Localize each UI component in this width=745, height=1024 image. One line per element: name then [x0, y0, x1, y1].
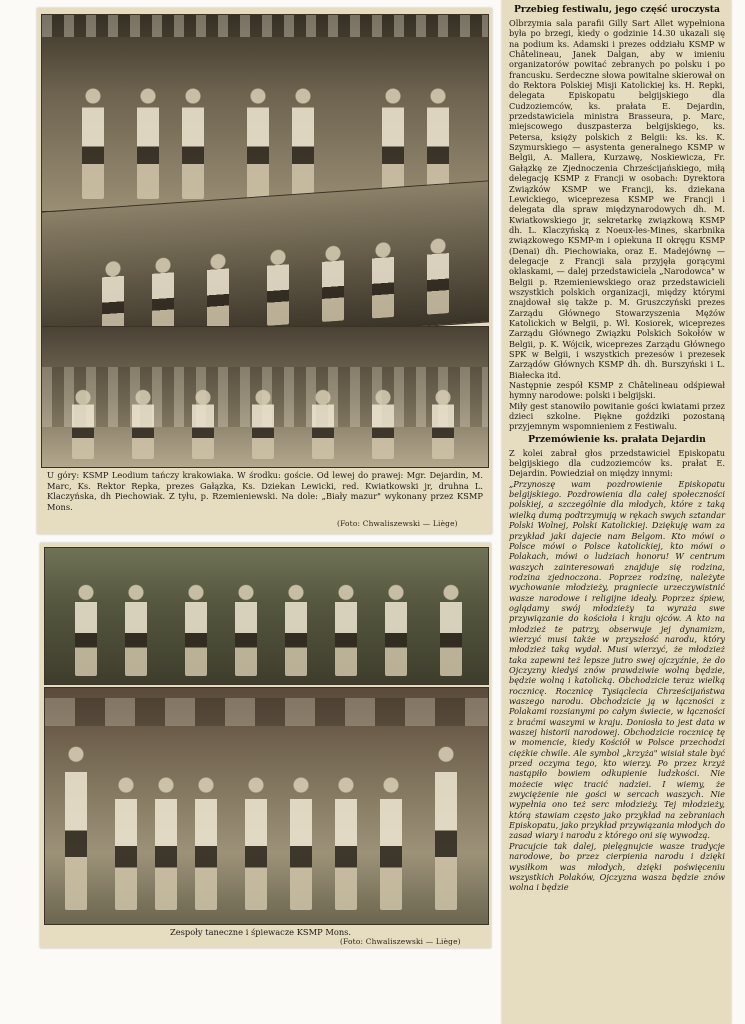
bottom-photos-credit: (Foto: Chwaliszewski — Liège): [340, 937, 461, 946]
photo-bialy-mazur: [41, 326, 489, 468]
upper-photo-clipping: [37, 8, 492, 534]
paragraph-closing: Pracujcie tak dalej, pielęgnujcie wasze tradycje narodowe, bo przez cierpienia narodu i dzięki wysiłkom was młodych, dzięki poświęceniu wszystkich Polaków, Ojczyzna wasza będzie znów wolna i będzie: [509, 840, 725, 893]
paragraph-opening: Olbrzymia sala parafii Gilly Sart Allet wypełniona była po brzegi, kiedy o godzinie 14.30 ukazali się na podium ks. Adamski i prezes oddziału KSMP w Châtelineau, Janek Dalgan, aby w imieniu organizatorów powitać zebranych po polsku i po francusku. Serdeczne słowa powitalne skierował on do Rektora Polskiej Misji Katolickiej ks. H. Repki, delegata Episkopatu belgijskiego dla Cudzoziemców, ks. prałata E. Dejardin, przedstawiciela ministra Brasseura, p. Marc, miejscowego duszpasterza belgijskiego, ks. Petersa, księży polskich z Belgii: ks. ks. K. Szymurskiego — asystenta generalnego KSMP w Belgii, A. Mallera, Kurzawę, Noskiewicza, Fr. Gałązkę ze Zjednoczenia Chrześcijańskiego, miłą delegację KSMP z Francji w osobach: Dyrektora Związków KSMP we Francji, ks. dziekana Lewickiego, wiceprezesa KSMP we Francji i delegata dla spraw międzynarodowych dh. M. Kwiatkowskiego jr, sekretarkę związkową KSMP dh. L. Klaczyńską z Noeux-les-Mines, skarbnika związkowego KSMP-m i opiekuna II okręgu KSMP (Denai) dh. Piechowiaka, oraz E. Madejównę — delegacje z Francji sala przyjęła gorącymi oklaskami, — dalej przedstawiciela „Narodowca" w Belgii p. Rzemieniewskiego oraz przedstawicieli wszystkich polskich organizacji, między którymi znajdował się także p. M. Gruszczyński prezes Zarządu Głównego Stowarzyszenia Mężów Katolickich w Belgii, p. Wł. Kosiorek, wiceprezes Zarządu Głównego Związku Polskich Sokołów w Belgii, p. K. Wójcik, wiceprezes Zarządu Głównego SPK w Belgii, i wszystkich prezesów i prezesek Zarządów Głównych KSMP dh. dh. Burszyński i L. Białecka itd.: [509, 18, 725, 380]
bottom-photos-caption: Zespoły taneczne i śpiewacze KSMP Mons.: [170, 927, 352, 937]
photo-krakowiak-dancers: [41, 14, 489, 212]
heading-festival: Przebieg festiwalu, jego część uroczysta: [513, 4, 721, 15]
top-photos-credit: (Foto: Chwaliszewski — Liège): [337, 519, 458, 528]
photo-girls-dance-group: [44, 547, 489, 685]
heading-speech: Przemówienie ks. prałata Dejardin: [528, 433, 706, 445]
photo-ksmp-mons-group: [44, 687, 489, 925]
lower-photo-clipping: [40, 543, 491, 948]
paragraph-flowers: Miły gest stanowiło powitanie gości kwiatami przez dzieci szkolne. Piękne goździki pozostaną przyjemnym wspomnieniem z Festiwalu.: [509, 400, 725, 432]
top-photos-caption: U góry: KSMP Leodium tańczy krakowiaka. W środku: goście. Od lewej do prawej: Mgr. Dejardin, M. Marc, Ks. Rektor Repka, prezes Gałązka, Ks. Dziekan Lewicki, red. Kwiatkowski jr, druhna L. Klaczyńska, dh Piechowiak. Z tyłu, p. Rzemieniewski. Na dole: „Biały mazur" wykonany przez KSMP Mons.: [47, 470, 483, 512]
paragraph-speech-intro: Z kolei zabrał głos przedstawiciel Episkopatu belgijskiego dla cudzoziemców ks. prałat E. Dejardin. Powiedział on między innymi:: [509, 447, 725, 479]
paragraph-speech: „Przynoszę wam pozdrowienie Episkopatu belgijskiego. Pozdrowienia dla całej społeczności polskiej, a szczególnie dla młodych, które z taką wielką dumą podtrzymują w rękach swych sztandar Polski Wolnej, Polski Katolickiej. Dziękuję wam za przykład jaki dajecie nam Belgom. Kto mówi o Polsce mówi o Polsce katolickiej, kto mówi o Polakach, mówi o ludziach honoru! W centrum waszych zainteresowań znajduje się rodzina, rodzina zjednoczona. Poprzez rodzinę, należyte wychowanie młodzieży, pragniecie urzeczywistnić wasze narodowe i religijne ideały. Poprzez śpiew, oglądamy swój młodzieży ta wyraża swe przywiązanie do kościoła i kraju ojców. A kto na młodzież te patrzy, obserwuje jej dynamizm, wierzyć musi także w przyszłość narodu, który młodzież taką wydał. Musi wierzyć, że młodzież taka zapewni też lepsze jutro swej ojczyźnie, że do Ojczyzny kiedyś znów prawdziwie wolną będzie, będzie wolną i katolicką. Obchodzicie teraz wielką rocznicę. Rocznicę Tysiąclecia Chrześcijaństwa waszego narodu. Obchodzicie ją w łączności z Polakami rozsianymi po całym świecie, w łączności z braćmi waszymi w kraju. Doniosła to jest data w waszej historii narodowej. Obchodzicie rocznicę tę w momencie, kiedy Kościół w Polsce przechodzi ciężkie chwile. Ale symbol „krzyża" wisiał stale być przed oczyma tego, kto wierzy. Po przez krzyż nastąpiło bowiem odkupienie ludzkości. Nie możecie więc tracić nadziei. I wiemy, że zwyciężenie nie gości w sercach waszych. Nie wypełnia ono też serc młodzieży. Tej młodzieży, którą stawiam często jako przykład na zebraniach Episkopatu, jako przykład przywiązania młodych do zasad wiary i narodu z którego oni się wywodzą.: [509, 478, 725, 841]
paragraph-anthems: Następnie zespół KSMP z Châtelineau odśpiewał hymny narodowe: polski i belgijski.: [509, 380, 725, 401]
article-column: [502, 0, 731, 1024]
